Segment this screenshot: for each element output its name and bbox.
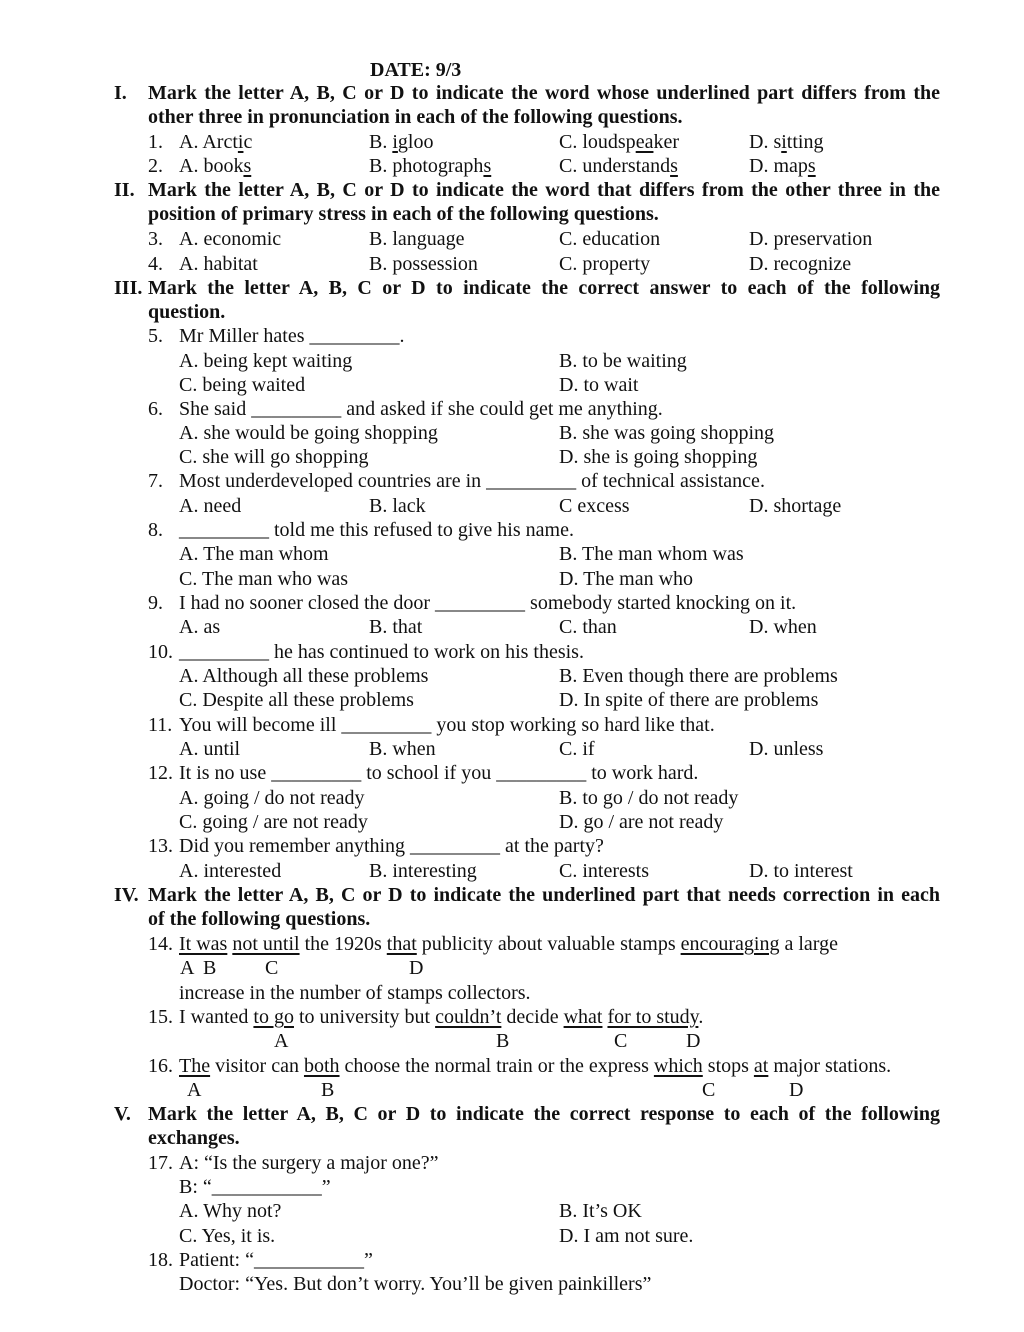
q3-option-d: D. preservation bbox=[749, 228, 873, 250]
q7-option-b: B. lack bbox=[369, 495, 426, 517]
q2-option-d: D. maps bbox=[749, 155, 816, 177]
q16-number: 16. bbox=[148, 1055, 173, 1077]
q17-line-b: B: “___________” bbox=[179, 1176, 331, 1198]
q9-option-d: D. when bbox=[749, 616, 817, 638]
q9-stem: I had no sooner closed the door _________ somebody started knocking on it. bbox=[179, 592, 797, 614]
q15-label-a: A bbox=[274, 1030, 289, 1052]
q10-number: 10. bbox=[148, 641, 173, 663]
q11-option-d: D. unless bbox=[749, 738, 824, 760]
section-2-instruction-line2: position of primary stress in each of the following questions. bbox=[148, 203, 659, 225]
q7-number: 7. bbox=[148, 470, 163, 492]
section-2-instruction-line1: Mark the letter A, B, C or D to indicate the word that differs from the other three in the bbox=[148, 179, 940, 201]
q1-option-d: D. sitting bbox=[749, 131, 824, 153]
q4-option-a: A. habitat bbox=[179, 253, 258, 275]
q3-option-b: B. language bbox=[369, 228, 465, 250]
section-4-instruction-line1: Mark the letter A, B, C or D to indicate the underlined part that needs correction in each bbox=[148, 884, 940, 906]
q14-sentence-continued: increase in the number of stamps collectors. bbox=[179, 982, 531, 1004]
q2-option-a: A. books bbox=[179, 155, 252, 177]
q1-number: 1. bbox=[148, 131, 163, 153]
q12-option-c: C. going / are not ready bbox=[179, 811, 368, 833]
q14-label-c: C bbox=[265, 957, 279, 979]
q2-number: 2. bbox=[148, 155, 163, 177]
q6-option-a: A. she would be going shopping bbox=[179, 422, 438, 444]
q14-number: 14. bbox=[148, 933, 173, 955]
q5-option-b: B. to be waiting bbox=[559, 350, 687, 372]
section-3-number: III. bbox=[114, 277, 143, 299]
q11-number: 11. bbox=[148, 714, 173, 736]
q12-option-d: D. go / are not ready bbox=[559, 811, 724, 833]
q8-number: 8. bbox=[148, 519, 163, 541]
q2-option-c: C. understands bbox=[559, 155, 678, 177]
section-5-number: V. bbox=[114, 1103, 131, 1125]
q13-number: 13. bbox=[148, 835, 173, 857]
q12-option-b: B. to go / do not ready bbox=[559, 787, 739, 809]
q17-number: 17. bbox=[148, 1152, 173, 1174]
q10-option-b: B. Even though there are problems bbox=[559, 665, 838, 687]
q6-option-c: C. she will go shopping bbox=[179, 446, 369, 468]
q2-option-b: B. photographs bbox=[369, 155, 492, 177]
q8-option-d: D. The man who bbox=[559, 568, 694, 590]
q9-option-a: A. as bbox=[179, 616, 221, 638]
q4-number: 4. bbox=[148, 253, 163, 275]
q17-option-d: D. I am not sure. bbox=[559, 1225, 694, 1247]
q16-label-d: D bbox=[789, 1079, 804, 1101]
section-1-instruction-line1: Mark the letter A, B, C or D to indicate the word whose underlined part differs from the bbox=[148, 82, 940, 104]
q5-option-c: C. being waited bbox=[179, 374, 306, 396]
q14-label-d: D bbox=[409, 957, 424, 979]
q17-line-a: A: “Is the surgery a major one?” bbox=[179, 1152, 439, 1174]
q13-option-a: A. interested bbox=[179, 860, 282, 882]
q12-number: 12. bbox=[148, 762, 173, 784]
q15-label-d: D bbox=[686, 1030, 701, 1052]
q13-option-c: C. interests bbox=[559, 860, 649, 882]
q16-sentence: The visitor can both choose the normal train or the express which stops at major stations. bbox=[179, 1055, 892, 1077]
q12-stem: It is no use _________ to school if you _________ to work hard. bbox=[179, 762, 699, 784]
q11-option-c: C. if bbox=[559, 738, 595, 760]
q5-option-a: A. being kept waiting bbox=[179, 350, 353, 372]
q5-option-d: D. to wait bbox=[559, 374, 639, 396]
q4-option-c: C. property bbox=[559, 253, 651, 275]
q1-option-a: A. Arctic bbox=[179, 131, 253, 153]
q17-option-b: B. It’s OK bbox=[559, 1200, 642, 1222]
q9-option-b: B. that bbox=[369, 616, 423, 638]
q18-line-patient: Patient: “___________” bbox=[179, 1249, 373, 1271]
section-3-instruction-line2: question. bbox=[148, 301, 226, 323]
section-1-instruction-line2: other three in pronunciation in each of the following questions. bbox=[148, 106, 683, 128]
q14-sentence: It was not until the 1920s that publicity about valuable stamps encouraging a large bbox=[179, 933, 838, 955]
q8-option-c: C. The man who was bbox=[179, 568, 349, 590]
q6-number: 6. bbox=[148, 398, 163, 420]
q9-number: 9. bbox=[148, 592, 163, 614]
q14-label-a: A bbox=[180, 957, 195, 979]
q15-label-b: B bbox=[496, 1030, 510, 1052]
section-5-instruction-line1: Mark the letter A, B, C or D to indicate the correct response to each of the following bbox=[148, 1103, 940, 1125]
q3-number: 3. bbox=[148, 228, 163, 250]
q9-option-c: C. than bbox=[559, 616, 617, 638]
q13-option-d: D. to interest bbox=[749, 860, 853, 882]
q10-option-d: D. In spite of there are problems bbox=[559, 689, 819, 711]
q14-label-b: B bbox=[203, 957, 217, 979]
section-4-instruction-line2: of the following questions. bbox=[148, 908, 371, 930]
q6-option-b: B. she was going shopping bbox=[559, 422, 774, 444]
q1-option-c: C. loudspeaker bbox=[559, 131, 679, 153]
q10-option-c: C. Despite all these problems bbox=[179, 689, 414, 711]
section-4-number: IV. bbox=[114, 884, 139, 906]
section-5-instruction-line2: exchanges. bbox=[148, 1127, 240, 1149]
q7-stem: Most underdeveloped countries are in _________ of technical assistance. bbox=[179, 470, 765, 492]
q13-option-b: B. interesting bbox=[369, 860, 477, 882]
q7-option-d: D. shortage bbox=[749, 495, 842, 517]
q12-option-a: A. going / do not ready bbox=[179, 787, 365, 809]
q4-option-b: B. possession bbox=[369, 253, 478, 275]
q17-option-a: A. Why not? bbox=[179, 1200, 282, 1222]
q16-label-b: B bbox=[321, 1079, 335, 1101]
q8-option-a: A. The man whom bbox=[179, 543, 329, 565]
q11-stem: You will become ill _________ you stop working so hard like that. bbox=[179, 714, 715, 736]
q11-option-b: B. when bbox=[369, 738, 436, 760]
q18-number: 18. bbox=[148, 1249, 173, 1271]
q6-option-d: D. she is going shopping bbox=[559, 446, 758, 468]
q5-number: 5. bbox=[148, 325, 163, 347]
q15-sentence: I wanted to go to university but couldn’t decide what for to study. bbox=[179, 1006, 704, 1028]
q3-option-a: A. economic bbox=[179, 228, 282, 250]
q11-option-a: A. until bbox=[179, 738, 241, 760]
section-2-number: II. bbox=[114, 179, 135, 201]
q5-stem: Mr Miller hates _________. bbox=[179, 325, 405, 347]
date-heading: DATE: 9/3 bbox=[370, 59, 462, 81]
q17-option-c: C. Yes, it is. bbox=[179, 1225, 276, 1247]
q13-stem: Did you remember anything _________ at the party? bbox=[179, 835, 604, 857]
q4-option-d: D. recognize bbox=[749, 253, 852, 275]
q8-stem: _________ told me this refused to give his name. bbox=[179, 519, 574, 541]
q1-option-b: B. igloo bbox=[369, 131, 434, 153]
q16-label-c: C bbox=[702, 1079, 716, 1101]
section-3-instruction-line1: Mark the letter A, B, C or D to indicate the correct answer to each of the following bbox=[148, 277, 940, 299]
q8-option-b: B. The man whom was bbox=[559, 543, 744, 565]
q7-option-c: C excess bbox=[559, 495, 630, 517]
q18-line-doctor: Doctor: “Yes. But don’t worry. You’ll be given painkillers” bbox=[179, 1273, 652, 1295]
q7-option-a: A. need bbox=[179, 495, 242, 517]
section-1-number: I. bbox=[114, 82, 127, 104]
q15-label-c: C bbox=[614, 1030, 628, 1052]
q16-label-a: A bbox=[187, 1079, 202, 1101]
q6-stem: She said _________ and asked if she could get me anything. bbox=[179, 398, 663, 420]
q10-option-a: A. Although all these problems bbox=[179, 665, 429, 687]
q15-number: 15. bbox=[148, 1006, 173, 1028]
q10-stem: _________ he has continued to work on his thesis. bbox=[179, 641, 584, 663]
q3-option-c: C. education bbox=[559, 228, 661, 250]
